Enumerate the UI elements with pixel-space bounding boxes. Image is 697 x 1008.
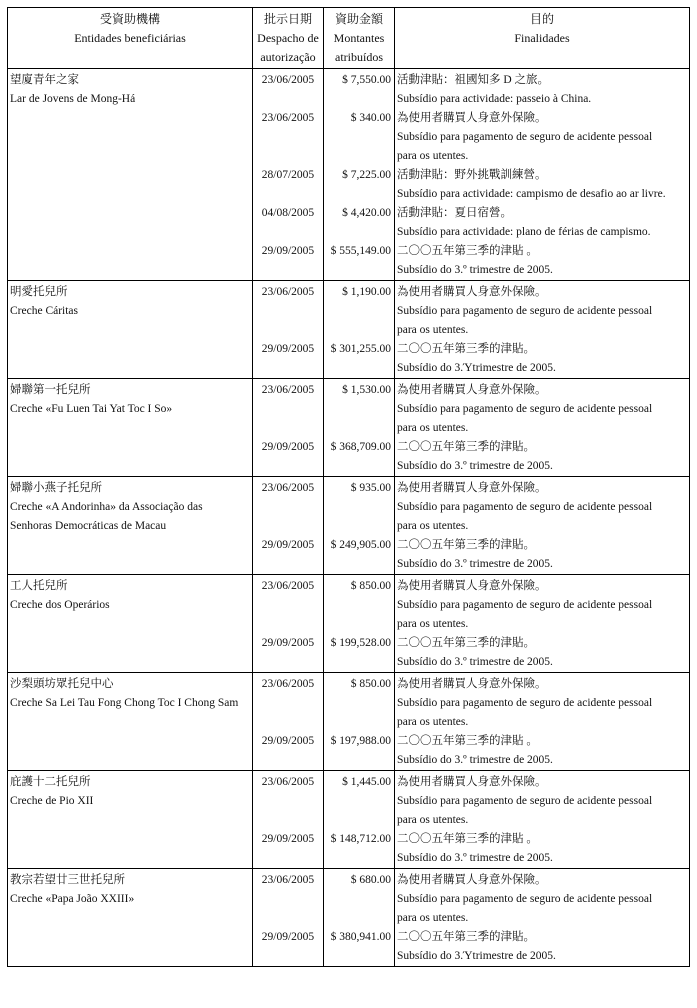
purpose-line: Subsídio para pagamento de seguro de acidente pessoal — [397, 501, 653, 513]
beneficiary-cell — [8, 281, 253, 379]
beneficiary-cell — [8, 869, 253, 967]
purpose-line: Subsídio do 3.Ύtrimestre de 2005. — [397, 362, 556, 374]
purpose-text — [395, 928, 689, 966]
purpose-line: Subsídio para actividade: passeio à China. — [397, 93, 592, 105]
purpose-cell — [395, 281, 690, 379]
amount-cell — [324, 477, 395, 575]
table-row — [8, 771, 690, 869]
amount-cell — [324, 771, 395, 869]
purpose-text — [395, 283, 689, 340]
amount-value: $ 850.00 — [350, 580, 391, 592]
purpose-line: Subsídio para pagamento de seguro de acidente pessoal — [397, 795, 653, 807]
amount-cell — [324, 281, 395, 379]
purpose-cell — [395, 379, 690, 477]
purpose-text — [395, 340, 689, 378]
dispatch-date: 29/09/2005 — [261, 245, 315, 257]
beneficiary-name: 明愛托兒所 — [10, 286, 68, 298]
beneficiary-cell — [8, 673, 253, 771]
dispatch-date: 29/09/2005 — [261, 441, 315, 453]
beneficiary-cell — [8, 69, 253, 281]
purpose-line: Subsídio para pagamento de seguro de acidente pessoal — [397, 403, 653, 415]
beneficiary-cell — [8, 477, 253, 575]
amount-value: $ 301,255.00 — [330, 343, 391, 355]
purpose-line: 二〇〇五年第三季的津貼。 — [397, 343, 535, 355]
beneficiary-cell — [8, 575, 253, 673]
purpose-line: para os utentes. — [397, 912, 469, 924]
dispatch-date-cell — [253, 477, 324, 575]
dispatch-date: 29/09/2005 — [261, 833, 315, 845]
amount-cell — [324, 869, 395, 967]
amount-value: $ 4,420.00 — [342, 207, 391, 219]
purpose-line: Subsídio do 3.º trimestre de 2005. — [397, 754, 553, 766]
purpose-line: Subsídio para pagamento de seguro de acidente pessoal — [397, 599, 653, 611]
dispatch-date-cell — [253, 575, 324, 673]
purpose-line: 為使用者購買人身意外保險。 — [397, 874, 547, 886]
purpose-line: 活動津貼：夏日宿營。 — [397, 207, 512, 219]
purpose-line: Subsídio para pagamento de seguro de acidente pessoal — [397, 305, 653, 317]
purpose-text — [395, 773, 689, 830]
purpose-text — [395, 381, 689, 438]
purpose-text — [395, 204, 689, 242]
amount-value: $ 340.00 — [350, 112, 391, 124]
table-row — [8, 69, 690, 281]
dispatch-date: 28/07/2005 — [261, 169, 315, 181]
table-row — [8, 575, 690, 673]
purpose-line: Subsídio para pagamento de seguro de acidente pessoal — [397, 697, 653, 709]
amount-value: $ 935.00 — [350, 482, 391, 494]
purpose-line: Subsídio do 3.º trimestre de 2005. — [397, 558, 553, 570]
beneficiary-name: Creche «Papa João XXIII» — [10, 893, 135, 905]
purpose-cell — [395, 673, 690, 771]
purpose-line: para os utentes. — [397, 716, 469, 728]
purpose-line: 二〇〇五年第三季的津貼。 — [397, 931, 535, 943]
header-amounts: 資助金額 Montantes atribuídos — [324, 8, 395, 69]
purpose-line: 為使用者購買人身意外保險。 — [397, 678, 547, 690]
purpose-line: Subsídio para pagamento de seguro de acidente pessoal — [397, 893, 653, 905]
beneficiary-name: 教宗若望廿三世托兒所 — [10, 874, 125, 886]
purpose-line: 為使用者購買人身意外保險。 — [397, 384, 547, 396]
dispatch-date: 23/06/2005 — [261, 384, 315, 396]
purpose-text — [395, 830, 689, 868]
table-row — [8, 673, 690, 771]
purpose-line: 為使用者購買人身意外保險。 — [397, 482, 547, 494]
amount-value: $ 1,190.00 — [342, 286, 391, 298]
purpose-line: 為使用者購買人身意外保險。 — [397, 580, 547, 592]
amount-value: $ 199,528.00 — [330, 637, 391, 649]
purpose-line: Subsídio para actividade: campismo de desafio ao ar livre. — [397, 188, 666, 200]
amount-value: $ 148,712.00 — [330, 833, 391, 845]
beneficiary-name: 望廈青年之家 — [10, 74, 79, 86]
dispatch-date: 29/09/2005 — [261, 343, 315, 355]
table-body — [8, 69, 690, 967]
amount-value: $ 197,988.00 — [330, 735, 391, 747]
purpose-text — [395, 675, 689, 732]
table-header-row — [8, 8, 690, 69]
dispatch-date: 29/09/2005 — [261, 735, 315, 747]
beneficiary-cell — [8, 771, 253, 869]
purpose-line: Subsídio do 3.Ύtrimestre de 2005. — [397, 950, 556, 962]
header-dispatch-date: 批示日期 Despacho de autorização — [253, 8, 324, 69]
amount-cell — [324, 673, 395, 771]
purpose-text — [395, 166, 689, 204]
dispatch-date: 23/06/2005 — [261, 678, 315, 690]
table-row — [8, 477, 690, 575]
purpose-text — [395, 109, 689, 166]
purpose-line: 為使用者購買人身意外保險。 — [397, 776, 547, 788]
amount-value: $ 7,225.00 — [342, 169, 391, 181]
purpose-cell — [395, 575, 690, 673]
dispatch-date-cell — [253, 281, 324, 379]
purpose-line: para os utentes. — [397, 324, 469, 336]
amount-cell — [324, 379, 395, 477]
purpose-line: para os utentes. — [397, 814, 469, 826]
dispatch-date: 23/06/2005 — [261, 580, 315, 592]
amount-value: $ 7,550.00 — [342, 74, 391, 86]
beneficiary-name: Creche de Pio XII — [10, 795, 94, 807]
dispatch-date: 23/06/2005 — [261, 74, 315, 86]
purpose-text — [395, 71, 689, 109]
dispatch-date: 29/09/2005 — [261, 931, 315, 943]
dispatch-date-cell — [253, 771, 324, 869]
purpose-line: 為使用者購買人身意外保險。 — [397, 112, 547, 124]
purpose-line: Subsídio para actividade: plano de férias de campismo. — [397, 226, 651, 238]
amount-value: $ 368,709.00 — [330, 441, 391, 453]
dispatch-date: 23/06/2005 — [261, 482, 315, 494]
purpose-cell — [395, 477, 690, 575]
purpose-text — [395, 479, 689, 536]
beneficiary-name: 工人托兒所 — [10, 580, 68, 592]
table-row — [8, 281, 690, 379]
dispatch-date: 29/09/2005 — [261, 637, 315, 649]
dispatch-date: 29/09/2005 — [261, 539, 315, 551]
purpose-text — [395, 732, 689, 770]
amount-value: $ 555,149.00 — [330, 245, 391, 257]
purpose-line: Subsídio do 3.º trimestre de 2005. — [397, 852, 553, 864]
beneficiary-name: Creche «Fu Luen Tai Yat Toc I So» — [10, 403, 173, 415]
purpose-line: para os utentes. — [397, 618, 469, 630]
amount-value: $ 680.00 — [350, 874, 391, 886]
dispatch-date-cell — [253, 69, 324, 281]
beneficiary-name: 婦聯小燕子托兒所 — [10, 482, 102, 494]
purpose-line: 二〇〇五年第三季的津貼。 — [397, 441, 535, 453]
dispatch-date-cell — [253, 869, 324, 967]
purpose-text — [395, 871, 689, 928]
purpose-text — [395, 577, 689, 634]
dispatch-date: 23/06/2005 — [261, 874, 315, 886]
purpose-line: Subsídio para pagamento de seguro de acidente pessoal — [397, 131, 653, 143]
purpose-line: para os utentes. — [397, 520, 469, 532]
amount-cell — [324, 69, 395, 281]
dispatch-date: 23/06/2005 — [261, 776, 315, 788]
purpose-line: 二〇〇五年第三季的津貼 。 — [397, 833, 538, 845]
beneficiary-name: Creche «A Andorinha» da Associação das — [10, 501, 203, 513]
purpose-line: 活動津貼：祖國知多 D 之旅。 — [397, 74, 550, 86]
header-purposes: 目的 Finalidades — [395, 8, 690, 69]
purpose-line: para os utentes. — [397, 422, 469, 434]
purpose-line: 為使用者購買人身意外保險。 — [397, 286, 547, 298]
amount-value: $ 380,941.00 — [330, 931, 391, 943]
purpose-cell — [395, 69, 690, 281]
amount-value: $ 850.00 — [350, 678, 391, 690]
beneficiary-name: 婦聯第一托兒所 — [10, 384, 91, 396]
dispatch-date: 04/08/2005 — [261, 207, 315, 219]
purpose-cell — [395, 869, 690, 967]
beneficiary-name: Creche Cáritas — [10, 305, 79, 317]
purpose-text — [395, 634, 689, 672]
subsidy-table — [7, 7, 690, 967]
purpose-line: Subsídio do 3.º trimestre de 2005. — [397, 264, 553, 276]
table-row — [8, 379, 690, 477]
purpose-text — [395, 242, 689, 280]
amount-value: $ 249,905.00 — [330, 539, 391, 551]
beneficiary-name: Creche dos Operários — [10, 599, 110, 611]
amount-value: $ 1,445.00 — [342, 776, 391, 788]
purpose-line: Subsídio do 3.º trimestre de 2005. — [397, 656, 553, 668]
purpose-line: Subsídio do 3.º trimestre de 2005. — [397, 460, 553, 472]
table-row — [8, 869, 690, 967]
purpose-line: 二〇〇五年第三季的津貼。 — [397, 637, 535, 649]
beneficiary-name: Senhoras Democráticas de Macau — [10, 520, 167, 532]
dispatch-date-cell — [253, 673, 324, 771]
beneficiary-cell — [8, 379, 253, 477]
purpose-line: 二〇〇五年第三季的津貼 。 — [397, 735, 538, 747]
beneficiary-name: Lar de Jovens de Mong-Há — [10, 93, 136, 105]
amount-value: $ 1,530.00 — [342, 384, 391, 396]
amount-cell — [324, 575, 395, 673]
purpose-cell — [395, 771, 690, 869]
purpose-line: 活動津貼：野外挑戰訓練營。 — [397, 169, 547, 181]
purpose-text — [395, 536, 689, 574]
dispatch-date: 23/06/2005 — [261, 286, 315, 298]
dispatch-date: 23/06/2005 — [261, 112, 315, 124]
purpose-line: para os utentes. — [397, 150, 469, 162]
dispatch-date-cell — [253, 379, 324, 477]
header-beneficiaries: 受資助機構 Entidades beneficiárias — [8, 8, 253, 69]
beneficiary-name: Creche Sa Lei Tau Fong Chong Toc I Chong Sam — [10, 697, 239, 709]
purpose-line: 二〇〇五年第三季的津貼。 — [397, 539, 535, 551]
purpose-text — [395, 438, 689, 476]
beneficiary-name: 沙梨頭坊眾托兒中心 — [10, 678, 114, 690]
purpose-line: 二〇〇五年第三季的津貼 。 — [397, 245, 538, 257]
beneficiary-name: 庇護十二托兒所 — [10, 776, 91, 788]
